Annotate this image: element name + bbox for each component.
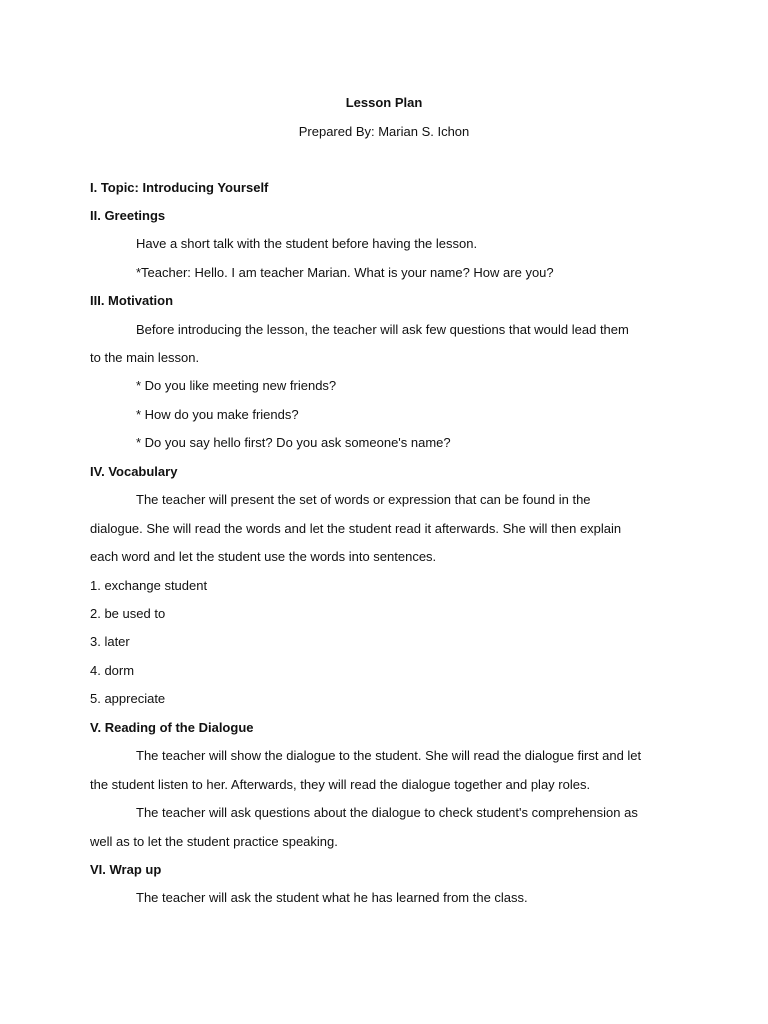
reading-heading: V. Reading of the Dialogue: [90, 720, 254, 735]
vocabulary-line: dialogue. She will read the words and let the student read it afterwards. She will then explain: [90, 521, 622, 536]
motivation-question: * Do you like meeting new friends?: [136, 378, 337, 393]
reading-line: The teacher will ask questions about the dialogue to check student's comprehension as: [136, 805, 638, 820]
vocabulary-item: 1. exchange student: [90, 578, 208, 593]
wrapup-line: The teacher will ask the student what he has learned from the class.: [136, 890, 528, 905]
motivation-heading: III. Motivation: [90, 293, 174, 308]
vocabulary-item: 4. dorm: [90, 663, 135, 678]
wrapup-heading: VI. Wrap up: [90, 862, 162, 877]
motivation-line: to the main lesson.: [90, 350, 200, 365]
greetings-line: Have a short talk with the student before having the lesson.: [136, 236, 478, 251]
document-title: Lesson Plan: [345, 95, 423, 110]
vocabulary-item: 2. be used to: [90, 606, 166, 621]
vocabulary-line: The teacher will present the set of words or expression that can be found in the: [136, 492, 591, 507]
reading-line: well as to let the student practice speaking.: [90, 834, 338, 849]
prepared-by: Prepared By: Marian S. Ichon: [298, 124, 470, 139]
greetings-heading: II. Greetings: [90, 208, 166, 223]
vocabulary-item: 3. later: [90, 634, 130, 649]
motivation-question: * How do you make friends?: [136, 407, 299, 422]
vocabulary-line: each word and let the student use the words into sentences.: [90, 549, 437, 564]
greetings-line: *Teacher: Hello. I am teacher Marian. What is your name? How are you?: [136, 265, 554, 280]
vocabulary-item: 5. appreciate: [90, 691, 166, 706]
topic-heading: I. Topic: Introducing Yourself: [90, 180, 269, 195]
motivation-line: Before introducing the lesson, the teacher will ask few questions that would lead them: [136, 322, 629, 337]
reading-line: the student listen to her. Afterwards, they will read the dialogue together and play roles.: [90, 777, 591, 792]
motivation-question: * Do you say hello first? Do you ask someone's name?: [136, 435, 451, 450]
vocabulary-heading: IV. Vocabulary: [90, 464, 178, 479]
reading-line: The teacher will show the dialogue to the student. She will read the dialogue first and let: [136, 748, 642, 763]
